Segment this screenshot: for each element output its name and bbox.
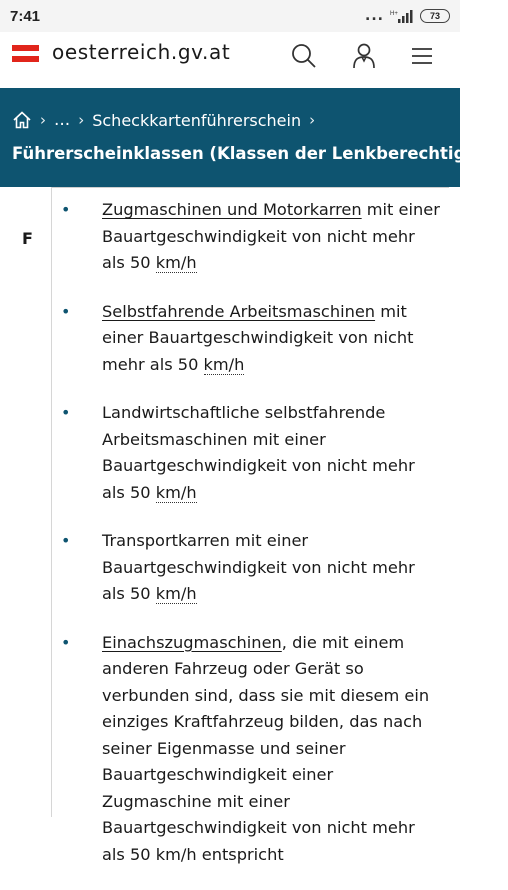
site-header <box>0 32 460 88</box>
battery-level: 73 <box>429 11 440 21</box>
item-text: Transportkarren mit einer Bauartgeschwindigkeit von nicht mehr als 50 <box>102 531 415 603</box>
notification-dots-icon: ... <box>365 8 384 24</box>
item-text: mit einer Bauartgeschwindigkeit von nicht mehr als 50 <box>102 301 414 374</box>
austria-flag-icon[interactable] <box>12 45 39 62</box>
page-title: Führerscheinklassen (Klassen der Lenkberechtigung) <box>12 144 508 163</box>
list-item <box>0 400 460 506</box>
user-icon[interactable] <box>350 42 378 70</box>
breadcrumb-trail <box>12 110 323 130</box>
breadcrumb-ellipsis[interactable]: ... <box>54 110 71 130</box>
vehicle-link[interactable]: Selbstfahrende Arbeitsmaschinen <box>102 301 376 321</box>
bullet-icon: • <box>61 531 71 550</box>
unit-abbr: km/h <box>203 354 245 374</box>
status-time: 7:41 <box>10 7 41 25</box>
status-indicators <box>365 8 450 24</box>
chevron-right-icon: › <box>78 111 85 129</box>
bullet-icon: • <box>61 301 71 321</box>
bullet-icon: • <box>61 632 71 652</box>
bullet-icon: • <box>61 200 71 219</box>
battery-icon <box>420 9 450 23</box>
list-item <box>0 528 460 608</box>
vehicle-list <box>0 197 460 890</box>
unit-abbr: km/h <box>155 482 197 502</box>
status-bar <box>0 0 460 32</box>
item-text: , die mit einem anderen Fahrzeug oder Gerät so verbunden sind, dass sie mit diesem ein einziges Kraftfahrzeug bilden, das nach seiner Eigenmasse und seiner Bauartgeschwindigkeit einer Zugmaschine mit einer Bauartgeschwindigkeit von nicht mehr als 50 km/h entspricht <box>102 632 430 864</box>
list-item <box>0 630 460 869</box>
menu-icon[interactable] <box>408 42 436 70</box>
site-logo[interactable]: oesterreich.gv.at <box>52 40 231 64</box>
network-type: H+ <box>390 11 398 17</box>
breadcrumb-item[interactable]: Scheckkartenführerschein <box>92 110 302 130</box>
vehicle-link[interactable]: Einachszugmaschinen <box>102 632 282 652</box>
list-item <box>0 197 460 277</box>
search-icon[interactable] <box>290 42 318 70</box>
main-content <box>0 187 460 864</box>
breadcrumb <box>0 88 508 187</box>
chevron-right-icon: › <box>309 111 316 129</box>
home-icon[interactable] <box>12 110 32 130</box>
chevron-right-icon: › <box>40 111 46 129</box>
vehicle-link[interactable]: Zugmaschinen und Motorkarren <box>102 200 362 219</box>
bullet-icon: • <box>61 403 71 422</box>
item-text: Landwirtschaftliche selbstfahrende Arbeitsmaschinen mit einer Bauartgeschwindigkeit von nicht mehr als 50 <box>102 403 415 502</box>
unit-abbr: km/h <box>155 584 197 603</box>
list-item <box>0 299 460 379</box>
unit-abbr: km/h <box>155 253 197 272</box>
signal-icon <box>390 9 414 23</box>
divider <box>52 187 449 188</box>
item-text: mit einer Bauartgeschwindigkeit von nicht mehr als 50 <box>102 200 440 272</box>
license-class-label: F <box>22 229 33 248</box>
